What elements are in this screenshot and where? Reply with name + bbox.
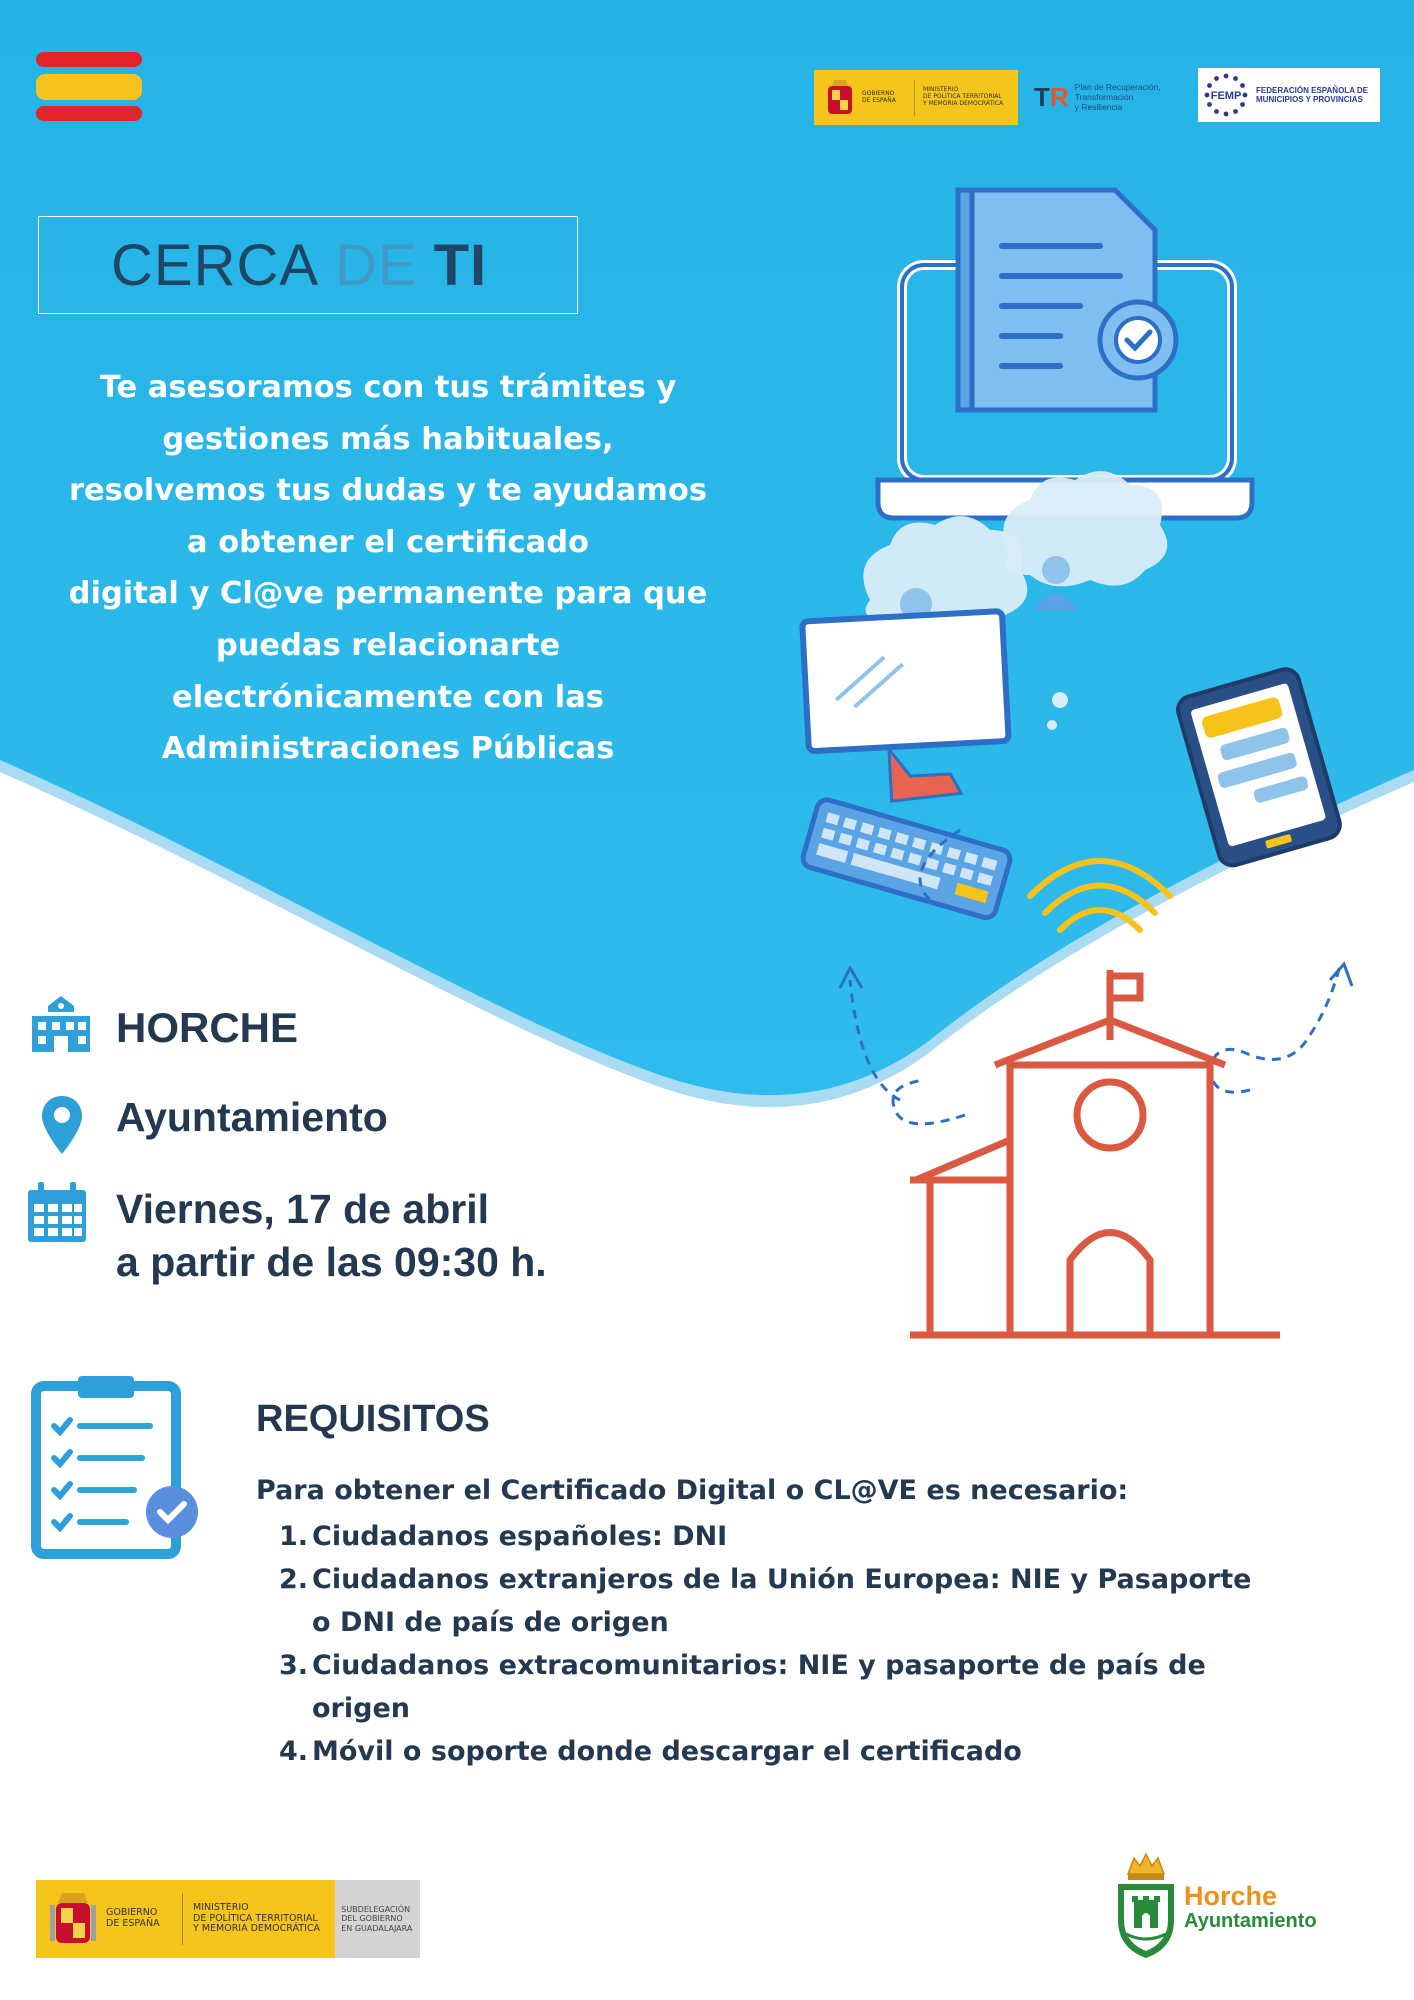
wifi-signal-icon bbox=[1030, 861, 1170, 930]
requirements-title: REQUISITOS bbox=[256, 1398, 490, 1440]
badge-word3: TI bbox=[433, 232, 488, 298]
tablet-chat-icon bbox=[1175, 666, 1343, 869]
list-item-number: 2. bbox=[278, 1564, 308, 1595]
arrow-head-icon bbox=[1330, 964, 1352, 986]
intro-line: resolvemos tus dudas y te ayudamos bbox=[68, 473, 708, 509]
monitor-icon bbox=[802, 611, 1011, 805]
list-item bbox=[276, 1515, 1296, 1558]
calendar-icon bbox=[26, 1180, 88, 1244]
footer-sub-line3: EN GUADALAJARA bbox=[341, 1923, 413, 1933]
horche-crest-icon bbox=[1114, 1852, 1178, 1962]
intro-line: Te asesoramos con tus trámites y bbox=[99, 370, 677, 405]
intro-line: Administraciones Públicas bbox=[161, 731, 615, 767]
femp-line1: FEDERACIÓN ESPAÑOLA DE bbox=[1256, 85, 1369, 95]
recovery-plan-mark bbox=[1034, 83, 1069, 113]
flag-stripe-middle bbox=[36, 74, 142, 100]
town-hall-icon bbox=[910, 970, 1280, 1335]
logo-divider bbox=[182, 1893, 183, 1945]
intro-paragraph bbox=[48, 362, 728, 775]
requirements-intro: Para obtener el Certificado Digital o CL@VE es necesario: bbox=[256, 1475, 1129, 1506]
flag-stripe-bottom bbox=[36, 106, 142, 121]
footer-sub-line2: DEL GOBIERNO bbox=[341, 1914, 403, 1924]
gobierno-subdelegacion-logo bbox=[36, 1880, 420, 1958]
footer-gobierno-line2: DE ESPAÑA bbox=[106, 1918, 160, 1929]
recovery-plan-mark-r: R bbox=[1049, 82, 1069, 113]
horche-subtitle: Ayuntamiento bbox=[1184, 1909, 1317, 1932]
list-item-text: Ciudadanos extracomunitarios: NIE y pasaporte de país de origen bbox=[312, 1650, 1206, 1724]
location-pin-icon bbox=[40, 1094, 84, 1156]
requirements-list bbox=[276, 1515, 1296, 1773]
coat-of-arms-icon bbox=[48, 1889, 98, 1949]
plan-line3: y Resiliencia bbox=[1074, 101, 1123, 112]
horche-logo bbox=[1114, 1852, 1317, 1962]
ministry-line2: DE POLÍTICA TERRITORIAL bbox=[923, 93, 1002, 101]
checklist-clipboard-icon bbox=[30, 1374, 202, 1560]
list-item-number: 4. bbox=[278, 1736, 308, 1767]
list-item bbox=[276, 1730, 1296, 1773]
plan-line2: Transformación bbox=[1074, 92, 1134, 103]
intro-line: electrónicamente con las bbox=[172, 679, 604, 715]
eu-stars-icon bbox=[1202, 71, 1250, 119]
list-item-number: 1. bbox=[278, 1521, 308, 1552]
ministry-line1: MINISTERIO bbox=[923, 86, 959, 94]
femp-logo bbox=[1198, 68, 1380, 122]
event-place: Ayuntamiento bbox=[116, 1094, 388, 1140]
intro-line: a obtener el certificado bbox=[187, 524, 589, 560]
list-item-number: 3. bbox=[278, 1650, 308, 1681]
gobierno-line1: GOBIERNO bbox=[862, 89, 895, 97]
gobierno-line2: DE ESPAÑA bbox=[862, 96, 896, 104]
coat-of-arms-icon bbox=[824, 78, 856, 118]
femp-line2: MUNICIPIOS Y PROVINCIAS bbox=[1256, 95, 1363, 104]
cerca-de-ti-badge bbox=[38, 216, 578, 314]
gobierno-logo bbox=[814, 70, 1018, 125]
badge-word2: DE bbox=[335, 232, 418, 298]
horche-name: Horche bbox=[1184, 1880, 1278, 1911]
recovery-plan-mark-text bbox=[1034, 82, 1069, 112]
flag-stripe-top bbox=[36, 52, 142, 67]
recovery-plan-mark-t: T bbox=[1034, 82, 1050, 113]
list-item-text: Ciudadanos extranjeros de la Unión Europea: NIE y Pasaporte o DNI de país de origen bbox=[312, 1564, 1252, 1638]
intro-line: digital y Cl@ve permanente para que bbox=[68, 576, 708, 612]
ministry-line3: Y MEMORIA DEMOCRÁTICA bbox=[923, 99, 1004, 107]
keyboard-icon bbox=[801, 798, 1013, 920]
footer-gobierno-line1: GOBIERNO bbox=[106, 1907, 158, 1919]
event-date: Viernes, 17 de abril bbox=[116, 1186, 490, 1232]
building-icon bbox=[28, 994, 94, 1054]
digital-services-illustration bbox=[720, 180, 1410, 1350]
list-item-text: Ciudadanos españoles: DNI bbox=[312, 1521, 728, 1552]
list-item bbox=[276, 1558, 1296, 1644]
recovery-plan-logo bbox=[1034, 78, 1184, 118]
footer-ministry-line3: Y MEMORIA DEMOCRÁTICA bbox=[193, 1923, 320, 1935]
intro-line: gestiones más habituales, bbox=[162, 421, 614, 457]
plan-line1: Plan de Recuperación, bbox=[1074, 82, 1161, 93]
laptop-certificate-icon bbox=[878, 190, 1252, 518]
femp-mark: FEMP bbox=[1210, 90, 1242, 102]
footer-sub-line1: SUBDELEGACIÓN bbox=[341, 1905, 411, 1915]
footer-ministry-line1: MINISTERIO bbox=[193, 1901, 249, 1913]
event-town: HORCHE bbox=[116, 1004, 299, 1051]
event-time: a partir de las 09:30 h. bbox=[116, 1239, 547, 1285]
footer-ministry-line2: DE POLÍTICA TERRITORIAL bbox=[193, 1912, 318, 1924]
intro-line: puedas relacionarte bbox=[215, 627, 561, 663]
badge-word1: CERCA bbox=[111, 232, 320, 298]
logo-divider bbox=[914, 80, 915, 116]
list-item-text: Móvil o soporte donde descargar el certificado bbox=[312, 1736, 1022, 1767]
list-item bbox=[276, 1644, 1296, 1730]
